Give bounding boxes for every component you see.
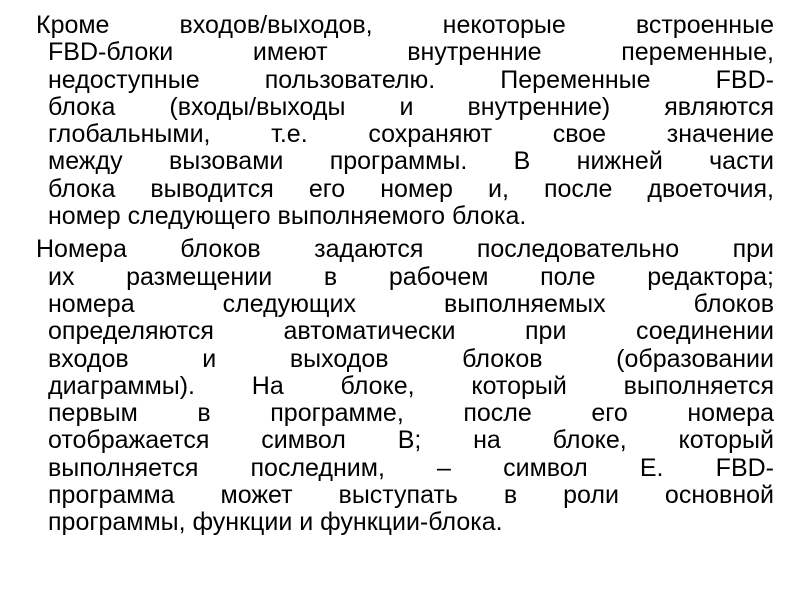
text-line: номер следующего выполняемого блока. [48, 202, 527, 231]
text-line: Кроме входов/выходов, некоторые встроенные [36, 11, 774, 39]
slide-body [36, 11, 774, 537]
text-line: программы, функции и функции-блока. [48, 508, 503, 537]
paragraph-internal-variables [36, 11, 774, 231]
text-line: FBD-блоки имеют внутренние переменные, [48, 38, 774, 67]
text-line: выполняется последним, – символ E. FBD- [48, 453, 774, 482]
text-line: Номера блоков задаются последовательно при [36, 235, 774, 264]
text-line: отображается символ B; на блоке, который [48, 426, 774, 455]
text-line: недоступные пользователю. Переменные FBD- [48, 65, 774, 94]
text-line: номера следующих выполняемых блоков [48, 289, 774, 318]
text-line: блока выводится его номер и, после двоеточия, [48, 174, 774, 203]
text-line: диаграммы). На блоке, который выполняется [48, 371, 774, 400]
text-line: входов и выходов блоков (образовании [48, 344, 774, 373]
text-line: между вызовами программы. В нижней части [48, 147, 774, 176]
text-line: глобальными, т.е. сохраняют свое значение [48, 120, 774, 149]
paragraph-block-numbering [36, 235, 774, 537]
text-line: определяются автоматически при соединении [48, 317, 774, 346]
text-line: их размещении в рабочем поле редактора; [48, 262, 774, 291]
text-line: программа может выступать в роли основной [48, 481, 774, 510]
text-line: блока (входы/выходы и внутренние) являются [48, 92, 774, 121]
text-line: первым в программе, после его номера [48, 399, 774, 428]
